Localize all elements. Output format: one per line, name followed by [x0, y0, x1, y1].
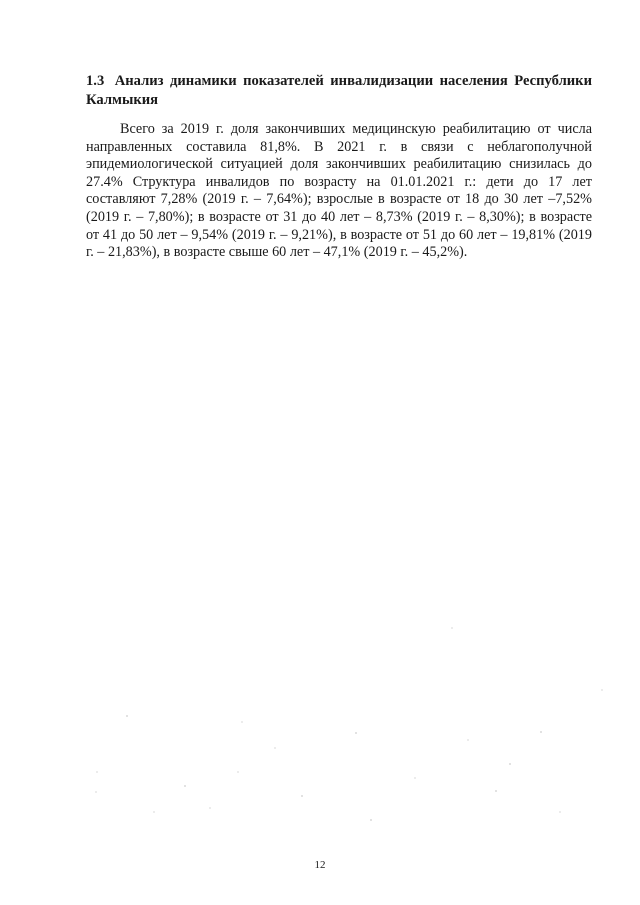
page-number: 12 — [314, 859, 326, 871]
paragraph-line: эпидемиологической ситуацией доля закончивших реабилитацию снизилась до — [86, 156, 592, 173]
paragraph-line: 27.4% Структура инвалидов по возрасту на 01.01.2021 г.: дети до 17 лет — [86, 173, 592, 190]
paragraph-line: г. – 21,83%), в возрасте свыше 60 лет – 47,1% (2019 г. – 45,2%). — [86, 244, 468, 261]
paragraph-line: Всего за 2019 г. доля закончивших медицинскую реабилитацию от числа — [120, 121, 592, 137]
paragraph-line: составляют 7,28% (2019 г. – 7,64%); взрослые в возрасте от 18 до 30 лет –7,52% — [86, 191, 592, 208]
section-number: 1.3 — [86, 73, 105, 89]
section-title: Анализ динамики показателей инвалидизации населения Республики Калмыкия — [86, 73, 592, 108]
paragraph-line: направленных составила 81,8%. В 2021 г. в связи с неблагополучной — [86, 138, 592, 155]
section-heading — [86, 72, 592, 110]
paragraph-line: от 41 до 50 лет – 9,54% (2019 г. – 9,21%), в возрасте от 51 до 60 лет – 19,81% (2019 — [86, 226, 592, 243]
body-paragraph — [86, 121, 592, 262]
paragraph-line: (2019 г. – 7,80%); в возрасте от 31 до 40 лет – 8,73% (2019 г. – 8,30%); в возрасте — [86, 208, 592, 225]
